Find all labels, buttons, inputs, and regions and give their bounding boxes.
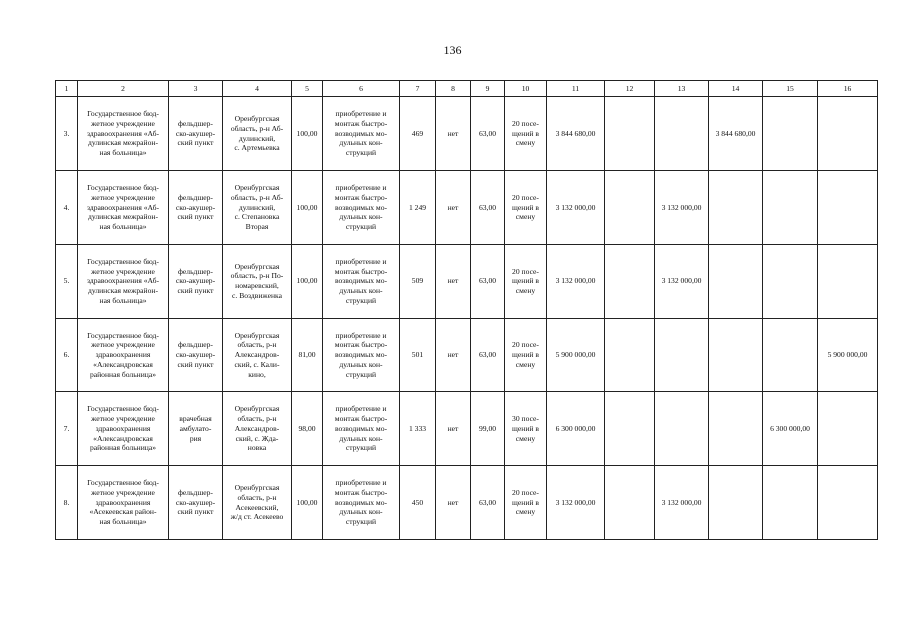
column-15-value	[763, 170, 818, 244]
column-number: 9	[471, 81, 505, 97]
total-amount: 3 132 000,00	[547, 170, 605, 244]
work-description: приобретение и монтаж быстро- возводимых мо- дульных кон- струкций	[323, 392, 400, 466]
location-address: Оренбургская область, р-н Александров- ский, с. Жда- новка	[223, 392, 292, 466]
table-row	[56, 97, 878, 171]
table-row	[56, 466, 878, 540]
total-amount: 3 132 000,00	[547, 244, 605, 318]
table-row	[56, 318, 878, 392]
capacity-value: 20 посе- щений в смену	[505, 97, 547, 171]
column-7-value: 450	[400, 466, 436, 540]
row-number: 7.	[56, 392, 78, 466]
column-number: 15	[763, 81, 818, 97]
capacity-value: 20 посе- щений в смену	[505, 466, 547, 540]
table-row	[56, 170, 878, 244]
column-12-value	[605, 170, 655, 244]
column-7-value: 1 333	[400, 392, 436, 466]
location-address: Оренбургская область, р-н Александров- ский, с. Кали- кино,	[223, 318, 292, 392]
column-12-value	[605, 466, 655, 540]
facility-table	[55, 80, 878, 540]
column-7-value: 469	[400, 97, 436, 171]
facility-type: фельдшер- ско-акушер- ский пункт	[169, 244, 223, 318]
column-5-value: 100,00	[292, 97, 323, 171]
capacity-value: 20 посе- щений в смену	[505, 170, 547, 244]
column-15-value	[763, 97, 818, 171]
column-16-value: 5 900 000,00	[818, 318, 878, 392]
total-amount: 6 300 000,00	[547, 392, 605, 466]
column-12-value	[605, 318, 655, 392]
location-address: Оренбургская область, р-н По- номаревский, с. Воздвиженка	[223, 244, 292, 318]
column-15-value	[763, 318, 818, 392]
capacity-value: 20 посе- щений в смену	[505, 318, 547, 392]
column-8-value: нет	[436, 318, 471, 392]
column-14-value	[709, 318, 763, 392]
work-description: приобретение и монтаж быстро- возводимых мо- дульных кон- струкций	[323, 318, 400, 392]
location-address: Оренбургская область, р-н Аб- дулинский, с. Артемьевка	[223, 97, 292, 171]
table-row	[56, 392, 878, 466]
column-9-value: 63,00	[471, 244, 505, 318]
column-14-value	[709, 244, 763, 318]
column-5-value: 81,00	[292, 318, 323, 392]
column-14-value	[709, 392, 763, 466]
column-number: 14	[709, 81, 763, 97]
column-5-value: 98,00	[292, 392, 323, 466]
total-amount: 5 900 000,00	[547, 318, 605, 392]
row-number: 8.	[56, 466, 78, 540]
facility-type: фельдшер- ско-акушер- ский пункт	[169, 318, 223, 392]
column-number: 7	[400, 81, 436, 97]
column-13-value	[655, 318, 709, 392]
column-14-value: 3 844 680,00	[709, 97, 763, 171]
institution-name: Государственное бюд- жетное учреждение здравоохранения «Аб- дулинская межрайон- ная больница»	[78, 170, 169, 244]
institution-name: Государственное бюд- жетное учреждение здравоохранения «Александровская районная больница»	[78, 318, 169, 392]
column-13-value: 3 132 000,00	[655, 170, 709, 244]
work-description: приобретение и монтаж быстро- возводимых мо- дульных кон- струкций	[323, 244, 400, 318]
row-number: 3.	[56, 97, 78, 171]
column-12-value	[605, 392, 655, 466]
facility-type: фельдшер- ско-акушер- ский пункт	[169, 466, 223, 540]
column-14-value	[709, 466, 763, 540]
column-9-value: 63,00	[471, 97, 505, 171]
work-description: приобретение и монтаж быстро- возводимых мо- дульных кон- струкций	[323, 466, 400, 540]
capacity-value: 30 посе- щений в смену	[505, 392, 547, 466]
column-13-value	[655, 392, 709, 466]
row-number: 5.	[56, 244, 78, 318]
column-15-value	[763, 244, 818, 318]
facility-type: фельдшер- ско-акушер- ский пункт	[169, 170, 223, 244]
row-number: 4.	[56, 170, 78, 244]
column-8-value: нет	[436, 392, 471, 466]
table-row	[56, 244, 878, 318]
column-9-value: 63,00	[471, 170, 505, 244]
column-7-value: 509	[400, 244, 436, 318]
work-description: приобретение и монтаж быстро- возводимых мо- дульных кон- струкций	[323, 97, 400, 171]
column-13-value	[655, 97, 709, 171]
total-amount: 3 132 000,00	[547, 466, 605, 540]
column-5-value: 100,00	[292, 466, 323, 540]
column-15-value: 6 300 000,00	[763, 392, 818, 466]
total-amount: 3 844 680,00	[547, 97, 605, 171]
column-5-value: 100,00	[292, 244, 323, 318]
column-number: 16	[818, 81, 878, 97]
column-16-value	[818, 244, 878, 318]
column-14-value	[709, 170, 763, 244]
column-7-value: 501	[400, 318, 436, 392]
column-number-row	[56, 81, 878, 97]
column-8-value: нет	[436, 97, 471, 171]
column-13-value: 3 132 000,00	[655, 244, 709, 318]
column-number: 4	[223, 81, 292, 97]
column-9-value: 99,00	[471, 392, 505, 466]
column-number: 11	[547, 81, 605, 97]
column-number: 12	[605, 81, 655, 97]
institution-name: Государственное бюд- жетное учреждение здравоохранения «Аб- дулинская межрайон- ная больница»	[78, 244, 169, 318]
capacity-value: 20 посе- щений в смену	[505, 244, 547, 318]
column-12-value	[605, 97, 655, 171]
column-8-value: нет	[436, 244, 471, 318]
column-16-value	[818, 170, 878, 244]
column-number: 2	[78, 81, 169, 97]
column-8-value: нет	[436, 466, 471, 540]
column-15-value	[763, 466, 818, 540]
column-8-value: нет	[436, 170, 471, 244]
column-12-value	[605, 244, 655, 318]
column-5-value: 100,00	[292, 170, 323, 244]
facility-type: фельдшер- ско-акушер- ский пункт	[169, 97, 223, 171]
column-number: 1	[56, 81, 78, 97]
row-number: 6.	[56, 318, 78, 392]
table-body	[56, 81, 878, 540]
column-16-value	[818, 97, 878, 171]
column-number: 6	[323, 81, 400, 97]
page-number: 136	[443, 43, 462, 57]
column-number: 13	[655, 81, 709, 97]
column-9-value: 63,00	[471, 466, 505, 540]
institution-name: Государственное бюд- жетное учреждение здравоохранения «Аб- дулинская межрайон- ная больница»	[78, 97, 169, 171]
facility-type: врачебная амбулато- рия	[169, 392, 223, 466]
institution-name: Государственное бюд- жетное учреждение здравоохранения «Александровская районная больница»	[78, 392, 169, 466]
column-number: 3	[169, 81, 223, 97]
column-13-value: 3 132 000,00	[655, 466, 709, 540]
column-7-value: 1 249	[400, 170, 436, 244]
location-address: Оренбургская область, р-н Аб- дулинский, с. Степановка Вторая	[223, 170, 292, 244]
column-number: 10	[505, 81, 547, 97]
column-16-value	[818, 466, 878, 540]
column-number: 8	[436, 81, 471, 97]
column-16-value	[818, 392, 878, 466]
institution-name: Государственное бюд- жетное учреждение здравоохранения «Асекеевская район- ная больница»	[78, 466, 169, 540]
location-address: Оренбургская область, р-н Асекеевский, ж/д ст. Асекеево	[223, 466, 292, 540]
column-9-value: 63,00	[471, 318, 505, 392]
work-description: приобретение и монтаж быстро- возводимых мо- дульных кон- струкций	[323, 170, 400, 244]
column-number: 5	[292, 81, 323, 97]
